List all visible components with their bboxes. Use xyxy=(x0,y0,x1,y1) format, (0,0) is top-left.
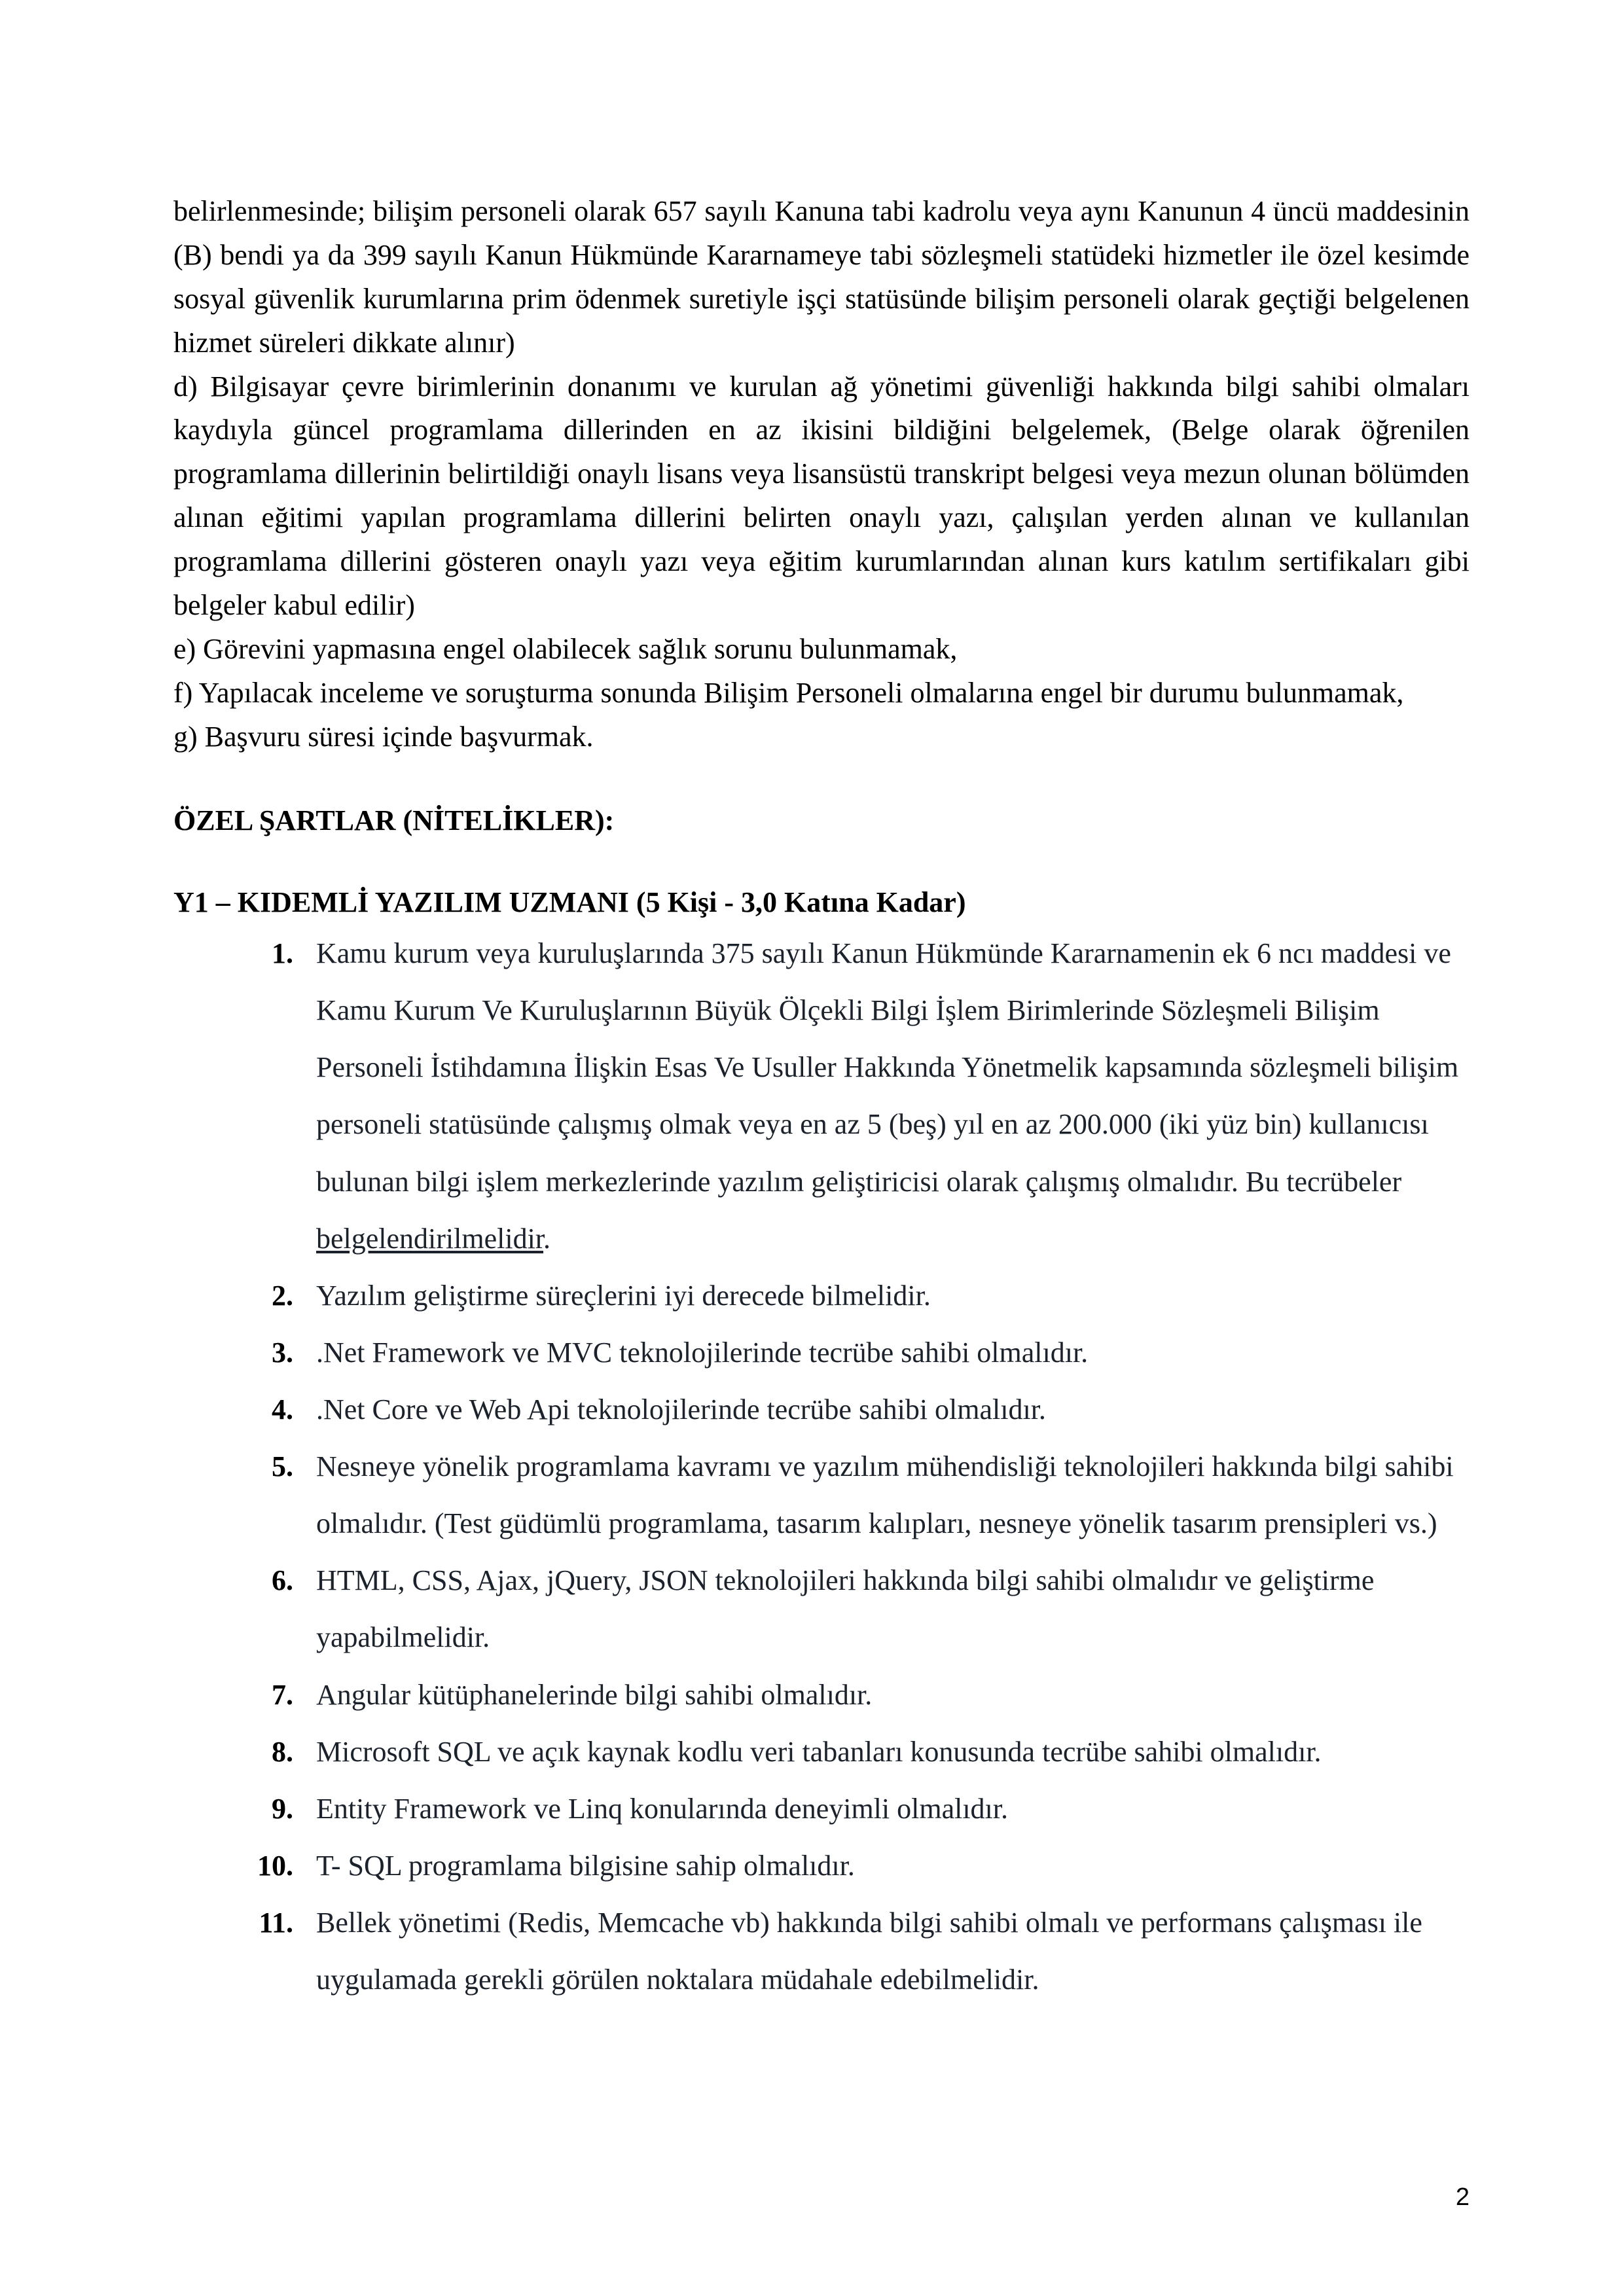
list-item xyxy=(216,1324,1470,1381)
requirement-text: Nesneye yönelik programlama kavramı ve yazılım mühendisliği teknolojileri hakkında bilgi sahibi olmalıdır. (Test güdümlü programlama, tasarım kalıpları, nesneye yönelik tasarım prensipleri vs.) xyxy=(316,1450,1454,1540)
paragraph-item-d: d) Bilgisayar çevre birimlerinin donanımı ve kurulan ağ yönetimi güvenliği hakkında bilgi sahibi olmaları kaydıyla güncel programlama dillerinden en az ikisini bildiğini belgelemek, (Belge olarak öğrenilen programlama dillerinin belirtildiği onaylı lisans veya lisansüstü transkript belgesi veya mezun olunan bölümden alınan eğitimi yapılan programlama dillerini belirten onaylı yazı, çalışılan yerden alınan ve kullanılan programlama dillerini gösteren onaylı yazı veya eğitim kurumlarından alınan kurs katılım sertifikaları gibi belgeler kabul edilir) xyxy=(173,370,1470,621)
requirement-underlined-text: belgelendirilmelidir xyxy=(316,1222,544,1255)
list-item xyxy=(216,1381,1470,1438)
spacer xyxy=(173,843,1470,881)
requirement-text: Yazılım geliştirme süreçlerini iyi derecede bilmelidir. xyxy=(316,1279,931,1312)
list-item xyxy=(216,1894,1470,2008)
list-item xyxy=(216,1780,1470,1837)
list-item xyxy=(216,1267,1470,1324)
position-heading-y1: Y1 – KIDEMLİ YAZILIM UZMANI (5 Kişi - 3,0 Katına Kadar) xyxy=(173,886,966,919)
requirement-text: Entity Framework ve Linq konularında deneyimli olmalıdır. xyxy=(316,1792,1009,1825)
requirement-text: Kamu kurum veya kuruluşlarında 375 sayılı Kanun Hükmünde Kararnamenin ek 6 ncı maddesi ve Kamu Kurum Ve Kuruluşlarının Büyük Ölçekli Bilgi İşlem Birimlerinde Sözleşmeli Bilişim Personeli İstihdamına İlişkin Esas Ve Usuller Hakkında Yönetmelik kapsamında sözleşmeli bilişim personeli statüsünde çalışmış olmak veya en az 5 (beş) yıl en az 200.000 (iki yüz bin) kullanıcısı bulunan bilgi işlem merkezlerinde yazılım geliştiricisi olarak çalışmış olmalıdır. Bu tecrübeler xyxy=(316,937,1459,1198)
list-item xyxy=(216,1666,1470,1723)
requirement-text: .Net Framework ve MVC teknolojilerinde tecrübe sahibi olmalıdır. xyxy=(316,1336,1089,1369)
requirement-text: Bellek yönetimi (Redis, Memcache vb) hakkında bilgi sahibi olmalı ve performans çalışması ile uygulamada gerekli görülen noktalara müdahale edebilmelidir. xyxy=(316,1906,1422,1996)
intro-text-block xyxy=(173,190,1470,759)
requirements-list xyxy=(173,925,1470,2008)
requirement-text: Microsoft SQL ve açık kaynak kodlu veri tabanları konusunda tecrübe sahibi olmalıdır. xyxy=(316,1735,1322,1768)
list-item xyxy=(216,1438,1470,1552)
requirement-text: .Net Core ve Web Api teknolojilerinde tecrübe sahibi olmalıdır. xyxy=(316,1393,1046,1426)
spacer xyxy=(173,759,1470,799)
list-item xyxy=(216,1837,1470,1894)
section-heading-ozel-sartlar: ÖZEL ŞARTLAR (NİTELİKLER): xyxy=(173,804,615,837)
list-item xyxy=(216,1723,1470,1780)
list-item xyxy=(216,1552,1470,1666)
list-item xyxy=(216,925,1470,1267)
page-number: 2 xyxy=(1455,2183,1470,2211)
requirement-text-tail: . xyxy=(543,1222,551,1255)
requirement-text: HTML, CSS, Ajax, jQuery, JSON teknolojileri hakkında bilgi sahibi olmalıdır ve geliştirme yapabilmelidir. xyxy=(316,1564,1375,1654)
requirement-text: T- SQL programlama bilgisine sahip olmalıdır. xyxy=(316,1849,855,1882)
paragraph-item-g: g) Başvuru süresi içinde başvurmak. xyxy=(173,720,594,753)
paragraph-item-e: e) Görevini yapmasına engel olabilecek sağlık sorunu bulunmamak, xyxy=(173,632,958,665)
requirement-text: Angular kütüphanelerinde bilgi sahibi olmalıdır. xyxy=(316,1678,873,1711)
paragraph-continuation-c: belirlenmesinde; bilişim personeli olarak 657 sayılı Kanuna tabi kadrolu veya aynı Kanunun 4 üncü maddesinin (B) bendi ya da 399 sayılı Kanun Hükmünde Kararnameye tabi sözleşmeli statüdeki hizmetler ile özel kesimde sosyal güvenlik kurumlarına prim ödenmek suretiyle işçi statüsünde bilişim personeli olarak geçtiği belgelenen hizmet süreleri dikkate alınır) xyxy=(173,195,1470,359)
paragraph-item-f: f) Yapılacak inceleme ve soruşturma sonunda Bilişim Personeli olmalarına engel bir durumu bulunmamak, xyxy=(173,676,1404,709)
